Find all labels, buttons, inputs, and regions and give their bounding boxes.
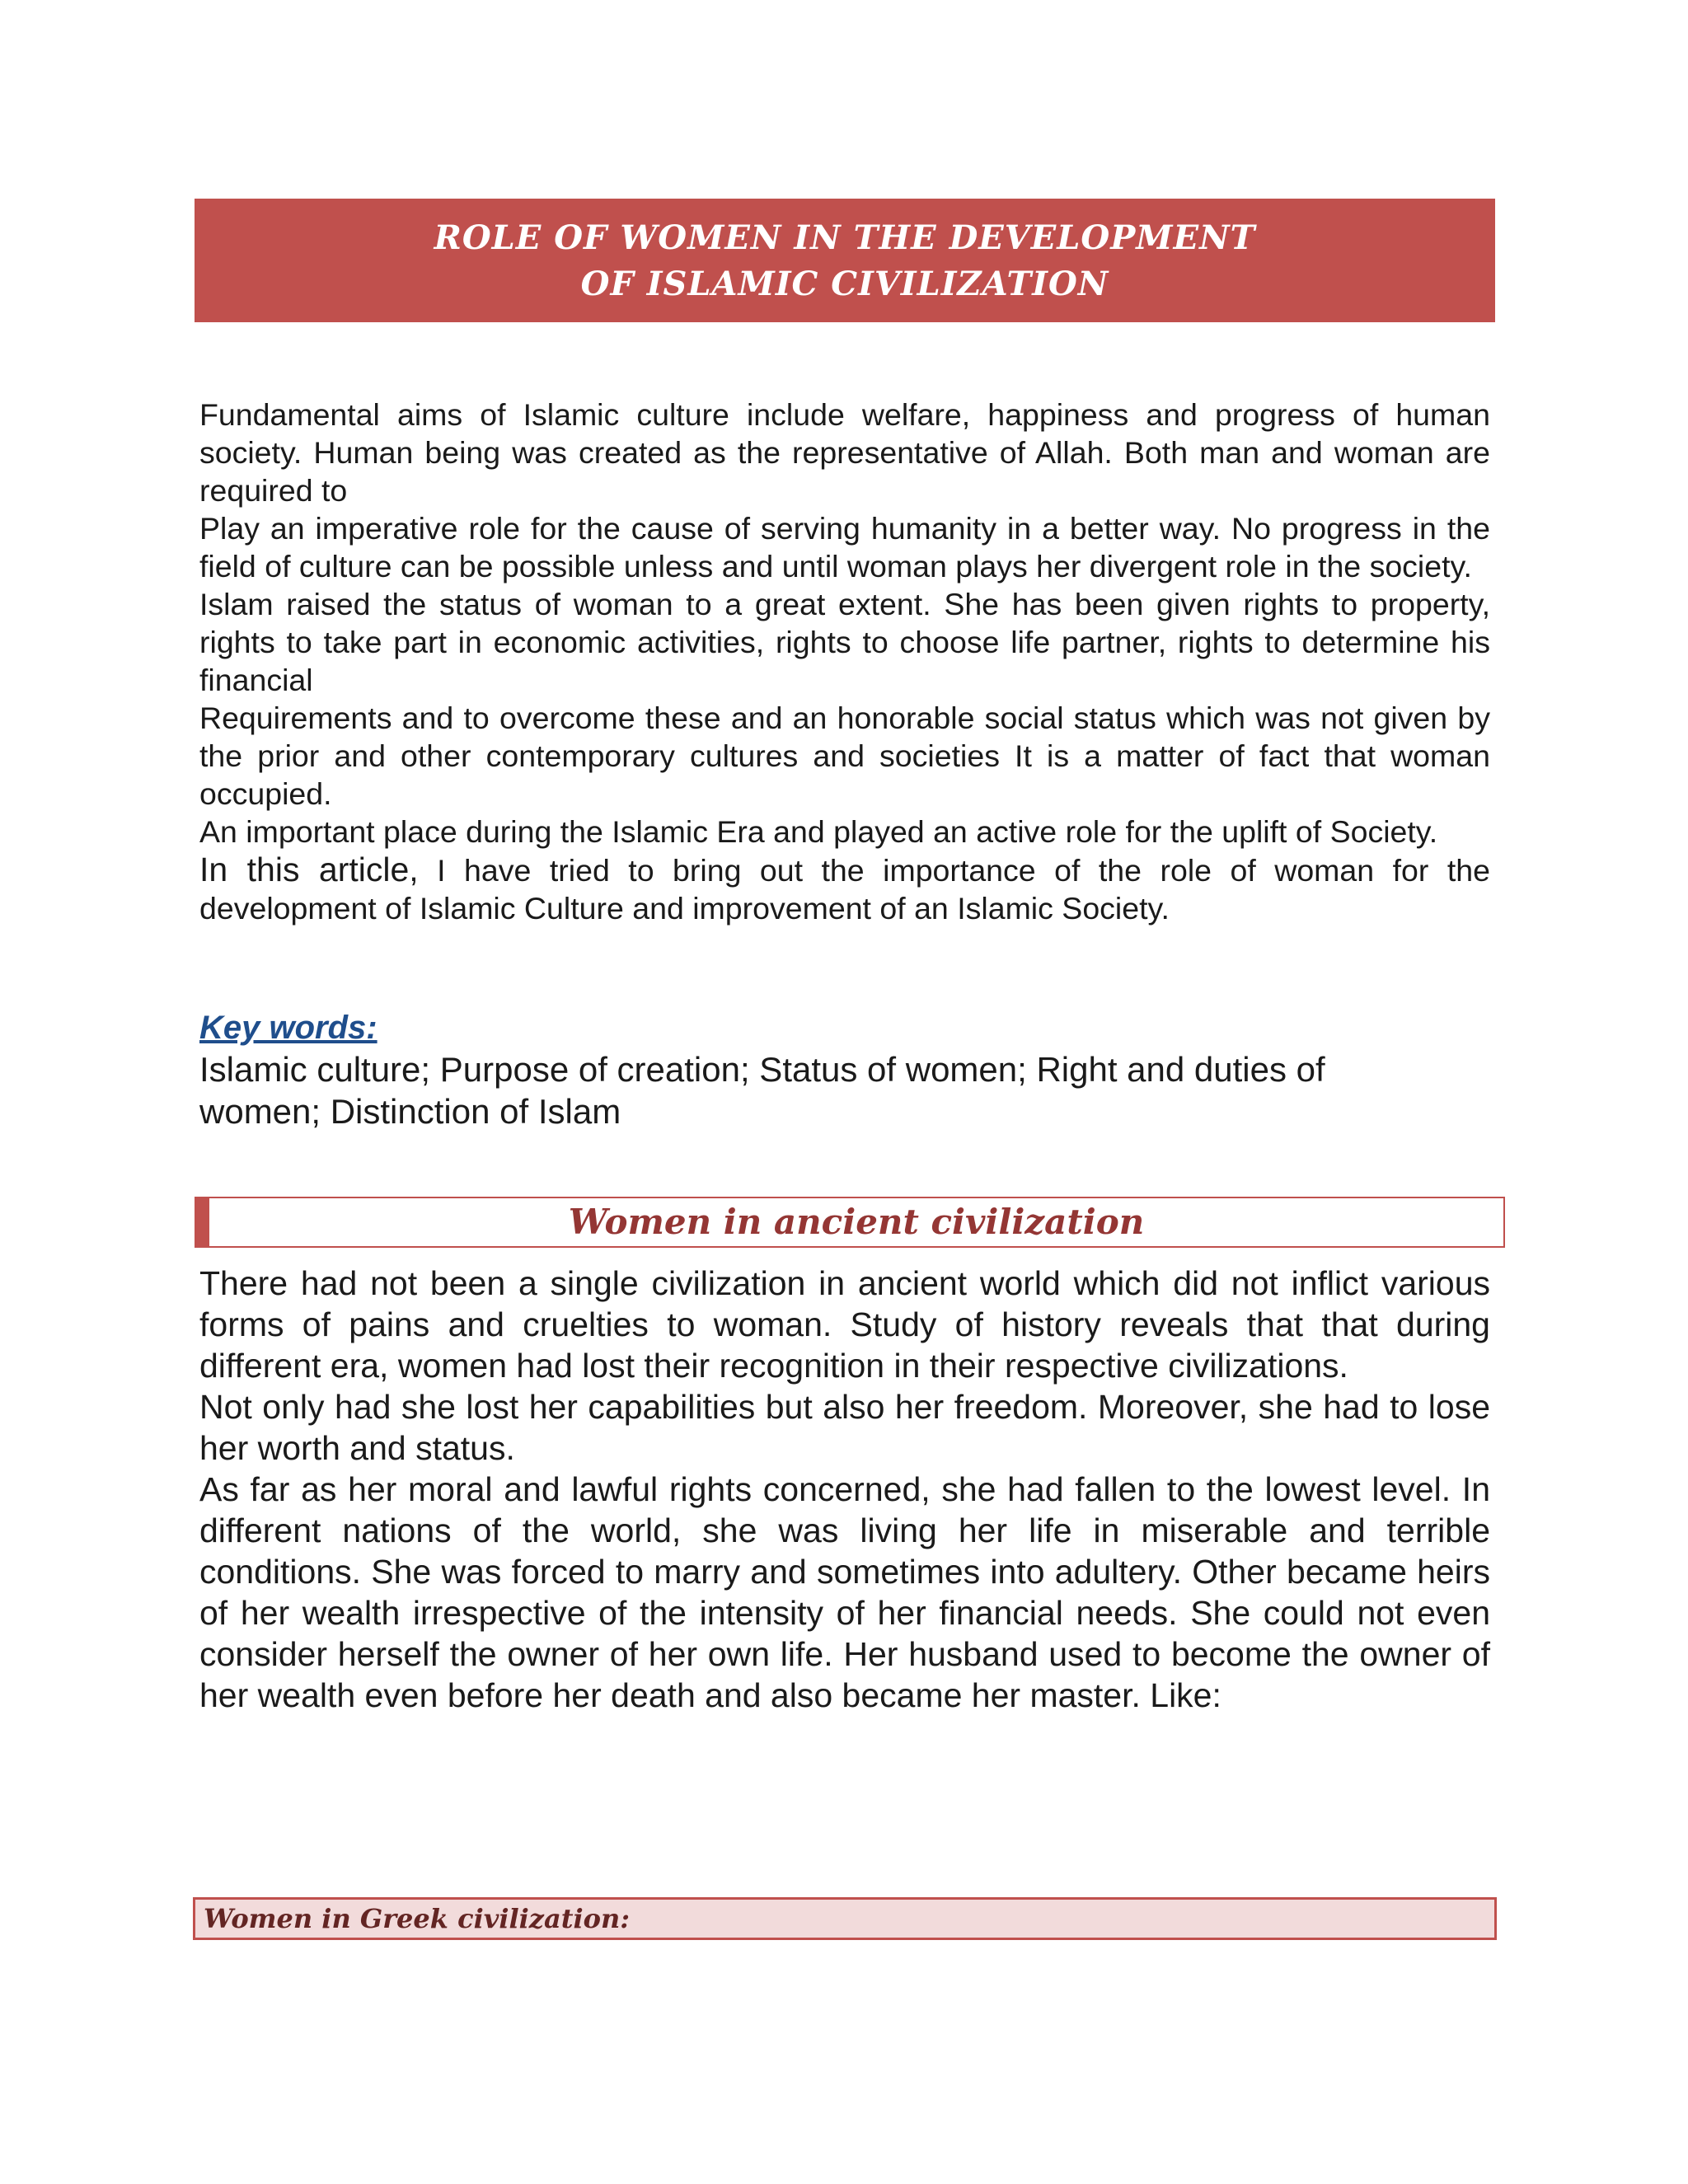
ancient-body	[199, 1263, 1490, 1716]
title-line-1: ROLE OF WOMEN IN THE DEVELOPMENT	[434, 218, 1256, 257]
section-heading-ancient: Women in ancient civilization	[195, 1197, 1505, 1248]
ancient-paragraph-1: There had not been a single civilization in ancient world which did not inflict various forms of pains and cruelties to woman. Study of history reveals that that during different era, women had lost their recognition in their respective civilizations.	[199, 1264, 1490, 1385]
intro-paragraph-2: Play an imperative role for the cause of serving humanity in a better way. No progress in the field of culture can be possible unless and until woman plays her divergent role in the society.	[199, 511, 1490, 583]
keywords-label: Key words:	[199, 1010, 377, 1046]
intro-section	[199, 396, 1490, 927]
ancient-paragraph-2: Not only had she lost her capabilities but also her freedom. Moreover, she had to lose her worth and status.	[199, 1388, 1490, 1467]
intro-paragraph-3: Islam raised the status of woman to a great extent. She has been given rights to property, rights to take part in economic activities, rights to choose life partner, rights to determine his financial	[199, 587, 1490, 697]
title-line-2: OF ISLAMIC CIVILIZATION	[580, 265, 1109, 303]
keywords-text: Islamic culture; Purpose of creation; Status of women; Right and duties of women; Distinction of Islam	[199, 1050, 1325, 1131]
intro-paragraph-6-start: In this article,	[199, 851, 419, 888]
intro-paragraph-5: An important place during the Islamic Era and played an active role for the uplift of Society.	[199, 814, 1438, 849]
intro-paragraph-1: Fundamental aims of Islamic culture include welfare, happiness and progress of human society. Human being was created as the representative of Allah. Both man and woman are required to	[199, 397, 1490, 508]
title-banner	[195, 199, 1495, 322]
intro-paragraph-4: Requirements and to overcome these and an honorable social status which was not given by the prior and other contemporary cultures and societies It is a matter of fact that woman occupied.	[199, 701, 1490, 811]
intro-paragraph-6-rest: I have tried to bring out the importance of the role of woman for the development of Islamic Culture and improvement of an Islamic Society.	[199, 853, 1490, 926]
intro-paragraph-6	[199, 851, 1490, 927]
section-heading-greek: Women in Greek civilization:	[193, 1897, 1497, 1940]
ancient-paragraph-3: As far as her moral and lawful rights concerned, she had fallen to the lowest level. In different nations of the world, she was living her life in miserable and terrible conditions. She was forced to marry and sometimes into adultery. Other became heirs of her wealth irrespective of the intensity of her financial needs. She could not even consider herself the owner of her own life. Her husband used to become the owner of her wealth even before her death and also became her master. Like:	[199, 1470, 1490, 1714]
